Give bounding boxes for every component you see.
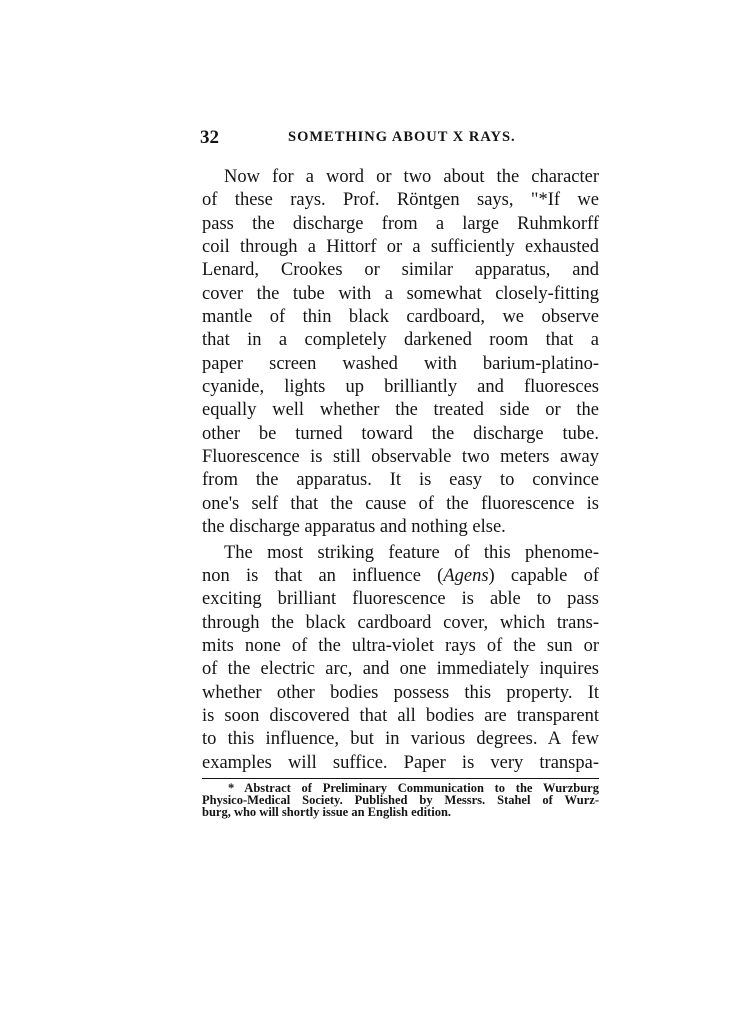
page-number: 32	[200, 127, 219, 148]
text-line: that in a completely darkened room that a	[202, 330, 599, 351]
footnote-line: * Abstract of Preliminary Communication to the Wurzburg	[228, 781, 599, 795]
italic-term: Agens	[443, 565, 489, 586]
text-line: cyanide, lights up brilliantly and fluoresces	[202, 377, 599, 398]
text-line: The most striking feature of this phenome-	[224, 542, 599, 563]
text-line: the discharge apparatus and nothing else.	[202, 517, 506, 538]
text-line: coil through a Hittorf or a sufficiently exhausted	[202, 237, 599, 258]
text-line: examples will suffice. Paper is very transpa-	[202, 752, 599, 773]
text-line: Lenard, Crookes or similar apparatus, and	[202, 260, 599, 281]
paragraph-2	[202, 542, 599, 775]
footnote	[202, 782, 599, 818]
text-line: one's self that the cause of the fluorescence is	[202, 493, 599, 514]
text-line: Now for a word or two about the character	[224, 167, 599, 187]
body-text	[202, 166, 599, 775]
text-line: of these rays. Prof. Röntgen says, "*If we	[202, 190, 599, 211]
text-line: whether other bodies possess this property. It	[202, 682, 599, 703]
footnote-rule	[202, 778, 599, 779]
text-line: mits none of the ultra-violet rays of the sun or	[202, 635, 599, 656]
text-line: exciting brilliant fluorescence is able to pass	[202, 589, 599, 610]
text-line: other be turned toward the discharge tube.	[202, 423, 599, 444]
footnote-line: burg, who will shortly issue an English edition.	[202, 805, 452, 819]
text-line: non is that an influence (Agens) capable of	[202, 565, 599, 586]
text-line: mantle of thin black cardboard, we observe	[202, 307, 599, 328]
footnote-line: Physico-Medical Society. Published by Messrs. Stahel of Wurz-	[202, 793, 599, 807]
text-line: to this influence, but in various degrees. A few	[202, 729, 599, 750]
text-line: cover the tube with a somewhat closely-fitting	[202, 283, 599, 304]
text-line: of the electric arc, and one immediately inquires	[202, 659, 599, 680]
text-line: equally well whether the treated side or the	[202, 400, 599, 421]
paragraph-1	[202, 166, 599, 540]
text-line: through the black cardboard cover, which trans-	[202, 612, 599, 633]
text-line: Fluorescence is still observable two meters away	[202, 447, 599, 468]
text-line: from the apparatus. It is easy to convince	[202, 470, 599, 491]
running-head: SOMETHING ABOUT X RAYS.	[288, 129, 516, 145]
text-line: pass the discharge from a large Ruhmkorff	[202, 213, 599, 234]
text-line: is soon discovered that all bodies are transparent	[202, 705, 599, 726]
text-line: paper screen washed with barium-platino-	[202, 353, 599, 374]
